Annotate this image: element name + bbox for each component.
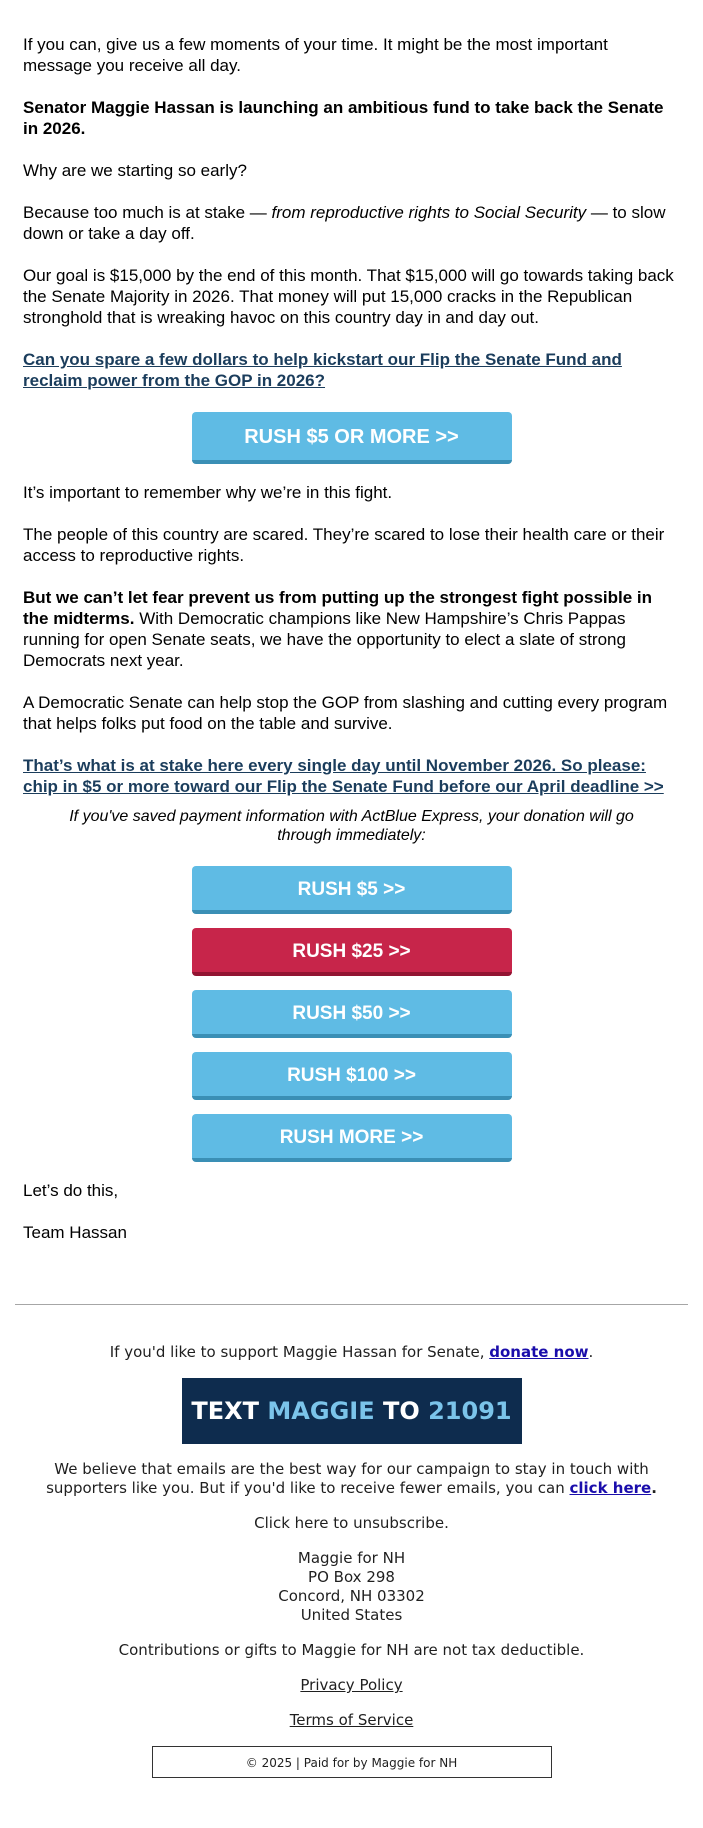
mailing-address	[15, 1549, 688, 1625]
spacer	[23, 1038, 680, 1052]
text-maggie-banner[interactable]	[182, 1378, 522, 1444]
why-paragraph: Why are we starting so early?	[23, 161, 247, 180]
privacy-line	[15, 1676, 688, 1695]
rush-5-or-more-button[interactable]: RUSH $5 OR MORE >>	[192, 412, 512, 464]
address-po-box: PO Box 298	[308, 1568, 395, 1586]
address-name: Maggie for NH	[297, 1549, 406, 1567]
spacer	[0, 1264, 703, 1304]
banner-word-to: TO	[382, 1397, 420, 1425]
remember-paragraph: It’s important to remember why we’re in this fight.	[23, 483, 393, 502]
address-country: United States	[300, 1606, 403, 1624]
support-text: If you'd like to support Maggie Hassan for Senate,	[109, 1343, 490, 1361]
because-italic: from reproductive rights to Social Security	[271, 203, 587, 222]
rush-50-button[interactable]: RUSH $50 >>	[192, 990, 512, 1038]
donate-now-link[interactable]: donate now	[489, 1343, 589, 1361]
terms-line	[15, 1711, 688, 1730]
rush-5-button[interactable]: RUSH $5 >>	[192, 866, 512, 914]
unsubscribe-link[interactable]: Click here to unsubscribe.	[254, 1514, 449, 1532]
because-paragraph	[23, 202, 680, 244]
click-here-link[interactable]: click here	[569, 1479, 652, 1497]
copyright-box: © 2025 | Paid for by Maggie for NH	[152, 1746, 552, 1778]
banner-word-maggie: MAGGIE	[267, 1397, 375, 1425]
terms-of-service-link[interactable]: Terms of Service	[289, 1711, 414, 1729]
fear-bold: But we can’t let fear prevent us from putting up the strongest fight possible in the midterms.	[23, 588, 653, 628]
actblue-note: If you've saved payment information with ActBlue Express, your donation will go through immediately:	[69, 808, 634, 844]
headline	[23, 97, 680, 139]
fear-paragraph	[23, 587, 680, 671]
rush-more-button[interactable]: RUSH MORE >>	[192, 1114, 512, 1162]
goal-paragraph: Our goal is $15,000 by the end of this month. That $15,000 will go towards taking back the Senate Majority in 2026. That money will put 15,000 cracks in the Republican stronghold that is wreaking havoc on this country day in and day out.	[23, 266, 674, 327]
ask-link-2[interactable]: That’s what is at stake here every single day until November 2026. So please: chip in $5 or more toward our Flip the Senate Fund before our April deadline >>	[23, 756, 664, 796]
signature: Team Hassan	[23, 1223, 127, 1242]
signoff: Let’s do this,	[23, 1181, 119, 1200]
ask-paragraph-2	[23, 755, 680, 797]
spacer	[23, 1162, 680, 1180]
fewer-emails-paragraph	[15, 1460, 688, 1498]
footer	[0, 1343, 703, 1778]
rush-100-button[interactable]: RUSH $100 >>	[192, 1052, 512, 1100]
intro-paragraph: If you can, give us a few moments of your time. It might be the most important message you receive all day.	[23, 35, 608, 75]
fear-rest: With Democratic champions like New Hampshire’s Chris Pappas running for open Senate seats, we have the opportunity to elect a slate of strong Democrats next year.	[23, 609, 626, 670]
spacer	[23, 914, 680, 928]
dem-senate-paragraph: A Democratic Senate can help stop the GOP from slashing and cutting every program that helps folks put food on the table and survive.	[23, 693, 668, 733]
privacy-policy-link[interactable]: Privacy Policy	[300, 1676, 403, 1694]
support-line	[15, 1343, 688, 1362]
rush-25-button[interactable]: RUSH $25 >>	[192, 928, 512, 976]
ask-paragraph-1	[23, 349, 680, 391]
scared-paragraph: The people of this country are scared. They’re scared to lose their health care or their access to reproductive rights.	[23, 525, 665, 565]
fewer-emails-text: We believe that emails are the best way for our campaign to stay in touch with supporters like you. But if you'd like to receive fewer emails, you can	[46, 1460, 649, 1497]
support-end: .	[588, 1343, 594, 1361]
fewer-end: .	[651, 1479, 657, 1497]
banner-number: 21091	[428, 1397, 512, 1425]
spacer	[0, 1305, 703, 1343]
spacer	[23, 1100, 680, 1114]
headline-text: Senator Maggie Hassan is launching an ambitious fund to take back the Senate in 2026.	[23, 98, 664, 138]
because-start: Because too much is at stake —	[23, 203, 272, 222]
spacer	[23, 464, 680, 482]
tax-note: Contributions or gifts to Maggie for NH are not tax deductible.	[118, 1641, 585, 1659]
because-end: — to slow down or take a day off.	[23, 203, 666, 243]
banner-word-text: TEXT	[191, 1397, 260, 1425]
address-city: Concord, NH 03302	[278, 1587, 425, 1605]
ask-link-1[interactable]: Can you spare a few dollars to help kickstart our Flip the Senate Fund and reclaim power from the GOP in 2026?	[23, 350, 622, 390]
spacer	[23, 976, 680, 990]
